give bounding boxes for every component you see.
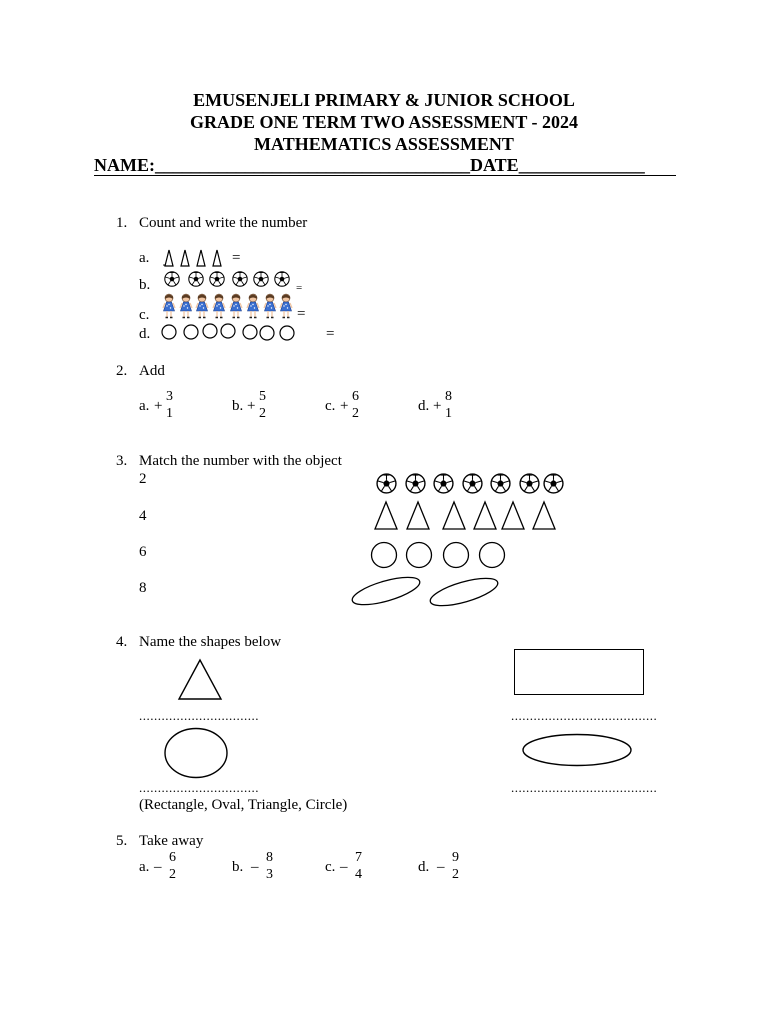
sum-label: a.: [139, 859, 150, 875]
q4-number: 4.: [116, 634, 128, 650]
q4-prompt: Name the shapes below: [139, 634, 282, 650]
triangle-icon: [502, 502, 524, 529]
q3-prompt: Match the number with the object: [139, 453, 342, 469]
cone-icon: [181, 250, 189, 266]
cone-icon: [165, 250, 173, 266]
minus-sign: –: [437, 859, 445, 875]
sum-top: 7: [355, 850, 362, 865]
football-icon: [406, 474, 425, 493]
q2-number: 2.: [116, 363, 128, 379]
match-triangles[interactable]: [374, 501, 560, 531]
plus-sign: +: [154, 398, 163, 414]
shape-circle: [164, 727, 230, 779]
circle-icon: [165, 729, 227, 778]
sum-top: 6: [352, 389, 359, 404]
shape-choices: (Rectangle, Oval, Triangle, Circle): [139, 797, 348, 813]
q1b-answer[interactable]: [306, 278, 366, 294]
circle-icon: [203, 324, 217, 338]
triangle-icon: [407, 502, 429, 529]
q5b-sum: [232, 850, 282, 886]
football-icon: [491, 474, 510, 493]
circle-icon: [162, 325, 176, 339]
q1c-equals: =: [297, 306, 306, 322]
q1a-cones: [160, 248, 230, 268]
sum-top: 3: [166, 389, 173, 404]
q1d-equals: =: [326, 326, 335, 342]
girl-icon: [213, 294, 225, 318]
sum-label: c.: [325, 398, 336, 414]
q5-number: 5.: [116, 833, 128, 849]
plus-sign: +: [247, 398, 256, 414]
triangle-icon: [474, 502, 496, 529]
q2d-sum: [418, 389, 468, 425]
girl-icon: [163, 294, 175, 318]
minus-sign: –: [251, 859, 259, 875]
match-ovals[interactable]: [350, 574, 502, 610]
q2a-sum: [139, 389, 189, 425]
football-icon: [254, 272, 268, 286]
match-circles[interactable]: [369, 541, 509, 569]
football-icon: [434, 474, 453, 493]
sum-top: 8: [266, 850, 273, 865]
triangle-icon: [443, 502, 465, 529]
q1b-label: b.: [139, 277, 151, 293]
q5d-sum: [418, 850, 468, 886]
q1-number: 1.: [116, 215, 128, 231]
match-number[interactable]: 2: [139, 471, 147, 487]
name-blank[interactable]: ___________________________________: [155, 155, 470, 175]
name-date-row: [94, 154, 676, 176]
sum-bottom: 2: [169, 867, 176, 882]
q1c-label: c.: [139, 307, 150, 323]
q5c-sum: [325, 850, 375, 886]
circle-icon: [480, 543, 505, 568]
q1c-girls: [162, 293, 294, 319]
plus-sign: +: [340, 398, 349, 414]
sum-bottom: 4: [355, 867, 362, 882]
circle-icon: [444, 543, 469, 568]
answer-blank-triangle[interactable]: ................................: [139, 708, 259, 723]
sum-bottom: 1: [166, 406, 173, 421]
sum-top: 9: [452, 850, 459, 865]
football-icon: [275, 272, 289, 286]
cone-icon: [197, 250, 205, 266]
q5a-sum: [139, 850, 189, 886]
minus-sign: –: [154, 859, 162, 875]
q2b-sum: [232, 389, 282, 425]
sum-top: 5: [259, 389, 266, 404]
q5-prompt: Take away: [139, 833, 204, 849]
plus-sign: +: [433, 398, 442, 414]
q1c-answer[interactable]: [310, 306, 370, 322]
sum-top: 8: [445, 389, 452, 404]
minus-sign: –: [340, 859, 348, 875]
sum-label: a.: [139, 398, 150, 414]
football-icon: [377, 474, 396, 493]
shape-oval: [521, 733, 633, 767]
football-icon: [463, 474, 482, 493]
triangle-icon: [533, 502, 555, 529]
girl-icon: [280, 294, 292, 318]
q2c-sum: [325, 389, 375, 425]
match-number[interactable]: 8: [139, 580, 147, 596]
girl-icon: [247, 294, 259, 318]
answer-blank-circle[interactable]: ................................: [139, 780, 259, 795]
football-icon: [233, 272, 247, 286]
football-icon: [210, 272, 224, 286]
sum-top: 6: [169, 850, 176, 865]
football-icon: [165, 272, 179, 286]
q1d-label: d.: [139, 326, 151, 342]
girl-icon: [230, 294, 242, 318]
football-icon: [544, 474, 563, 493]
q1d-answer[interactable]: [340, 326, 400, 342]
sum-label: c.: [325, 859, 336, 875]
match-balls[interactable]: [376, 473, 568, 495]
oval-icon: [350, 572, 423, 611]
q1b-equals: =: [296, 282, 303, 294]
oval-icon: [523, 735, 631, 766]
name-label: NAME:: [94, 155, 155, 175]
sum-bottom: 2: [352, 406, 359, 421]
girl-icon: [180, 294, 192, 318]
sum-label: b.: [232, 859, 244, 875]
oval-icon: [428, 573, 501, 612]
rectangle-icon: [514, 649, 644, 695]
shape-triangle: [178, 659, 224, 701]
girl-icon: [196, 294, 208, 318]
sum-bottom: 1: [445, 406, 452, 421]
school-name: EMUSENJELI PRIMARY & JUNIOR SCHOOL: [193, 90, 575, 110]
q1-prompt: Count and write the number: [139, 215, 308, 231]
match-number[interactable]: 6: [139, 544, 147, 560]
q1a-label: a.: [139, 250, 150, 266]
circle-icon: [260, 326, 274, 340]
girl-icon: [264, 294, 276, 318]
answer-blank-rectangle[interactable]: .......................................: [511, 708, 658, 723]
circle-icon: [184, 325, 198, 339]
sum-bottom: 2: [259, 406, 266, 421]
q1d-circles: [160, 323, 300, 343]
q2-prompt: Add: [139, 363, 165, 379]
date-label: DATE: [470, 155, 519, 175]
answer-blank-oval[interactable]: .......................................: [511, 780, 658, 795]
sum-label: d.: [418, 398, 430, 414]
circle-icon: [407, 543, 432, 568]
match-number[interactable]: 4: [139, 508, 147, 524]
circle-icon: [372, 543, 397, 568]
q1b-balls: [164, 270, 294, 288]
triangle-icon: [375, 502, 397, 529]
sum-bottom: 2: [452, 867, 459, 882]
subject-title: MATHEMATICS ASSESSMENT: [254, 134, 514, 154]
q1a-answer[interactable]: [245, 252, 305, 268]
q3-number: 3.: [116, 453, 128, 469]
circle-icon: [243, 325, 257, 339]
football-icon: [189, 272, 203, 286]
sum-label: d.: [418, 859, 430, 875]
assessment-title: GRADE ONE TERM TWO ASSESSMENT - 2024: [189, 112, 579, 132]
circle-icon: [221, 324, 235, 338]
football-icon: [520, 474, 539, 493]
date-blank[interactable]: ______________: [518, 155, 645, 175]
circle-icon: [280, 326, 294, 340]
triangle-icon: [179, 660, 221, 699]
q1a-equals: =: [232, 250, 241, 266]
sum-label: b.: [232, 398, 244, 414]
sum-bottom: 3: [266, 867, 273, 882]
header-rule: [94, 175, 676, 176]
cone-icon: [213, 250, 221, 266]
